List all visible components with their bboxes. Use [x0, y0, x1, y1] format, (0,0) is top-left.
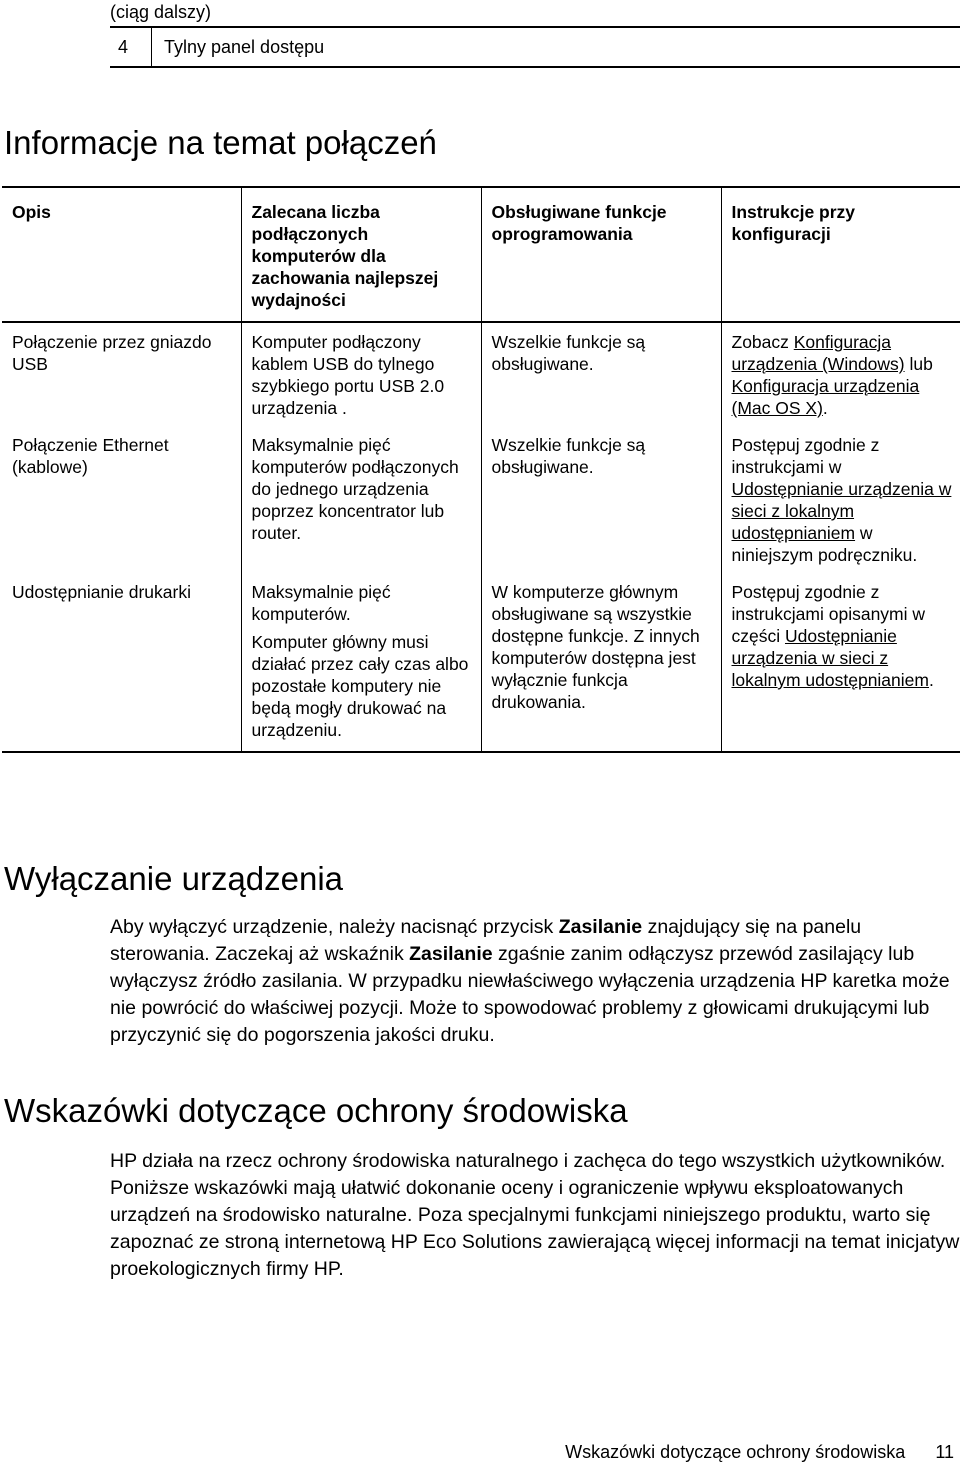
cell-description: Połączenie Ethernet (kablowe) [12, 435, 169, 477]
header-description: Opis [12, 202, 51, 222]
instr-text: . [928, 670, 934, 690]
link-network-sharing[interactable]: Udostępnianie urządzenia w sieci z lokalnym udostępnianiem [731, 479, 952, 543]
cell-recommended [241, 573, 481, 752]
header-instructions: Instrukcje przy konfiguracji [721, 187, 960, 322]
table-header-row [2, 187, 960, 322]
instr-text: Postępuj zgodnie z instrukcjami opisanymi w części [731, 582, 926, 646]
cell-instructions [721, 573, 960, 752]
cell-instructions [721, 426, 960, 573]
instr-text: Zobacz [731, 332, 794, 352]
instr-text: . [822, 398, 828, 418]
previous-table-row [110, 26, 960, 68]
cell-instructions [721, 322, 960, 426]
table-row [2, 573, 960, 752]
link-config-windows[interactable]: Konfiguracja urządzenia (Windows) [731, 332, 905, 374]
section-title-power-off: Wyłączanie urządzenia [4, 860, 344, 897]
table-row [2, 322, 960, 426]
page-number: 11 [935, 1442, 954, 1462]
row-text: Tylny panel dostępu [164, 36, 325, 57]
cell-description: Połączenie przez gniazdo USB [12, 332, 212, 374]
header-recommended: Zalecana liczba podłączonych komputerów dla zachowania najlepszej wydajności [241, 187, 481, 322]
cell-features: Wszelkie funkcje są obsługiwane. [481, 426, 721, 573]
recommended-paragraph: Maksymalnie pięć komputerów. [251, 582, 391, 624]
instr-text: lub [904, 354, 933, 374]
power-button-name: Zasilanie [558, 916, 643, 938]
cell-features: W komputerze głównym obsługiwane są wszystkie dostępne funkcje. Z innych komputerów dostępna jest wyłącznie funkcja drukowania. [481, 573, 721, 752]
recommended-paragraph: Komputer główny musi działać przez cały czas albo pozostałe komputery nie będą mogły drukować na urządzeniu. [251, 632, 469, 740]
link-config-mac[interactable]: Konfiguracja urządzenia (Mac OS X) [731, 376, 920, 418]
instr-text: w niniejszym podręczniku. [731, 523, 918, 565]
cell-description: Udostępnianie drukarki [12, 582, 191, 602]
power-indicator-name: Zasilanie [409, 943, 493, 965]
link-network-sharing[interactable]: Udostępnianie urządzenia w sieci z lokalnym udostępnianiem [731, 626, 929, 690]
power-off-paragraph [110, 914, 960, 1049]
text-run: Aby wyłączyć urządzenie, należy nacisnąć przycisk [110, 916, 559, 938]
text-run: zgaśnie zanim odłączysz przewód zasilający lub wyłączysz źródło zasilania. W przypadku niewłaściwego wyłączenia urządzenia HP karetka może nie powrócić do właściwej pozycji. Może to spowodować problemy z głowicami drukującymi lub przyczynić się do pogorszenia jakości druku. [110, 943, 950, 1046]
page-footer [565, 1442, 954, 1463]
footer-section-title: Wskazówki dotyczące ochrony środowiska [565, 1442, 906, 1462]
environment-paragraph: HP działa na rzecz ochrony środowiska naturalnego i zachęca do tego wszystkich użytkowników. Poniższe wskazówki mają ułatwić dokonanie oceny i ograniczenie wpływu eksploatowanych urządzeń na środowisko naturalne. Poza specjalnymi funkcjami niniejszego produktu, warto się zapoznać ze stroną internetową HP Eco Solutions zawierającą więcej informacji na temat inicjatyw proekologicznych firmy HP. [110, 1150, 960, 1280]
section-title-connections: Informacje na temat połączeń [4, 124, 437, 161]
table-row [2, 426, 960, 573]
cell-recommended: Maksymalnie pięć komputerów podłączonych do jednego urządzenia poprzez koncentrator lub router. [241, 426, 481, 573]
header-features: Obsługiwane funkcje oprogramowania [481, 187, 721, 322]
continued-label: (ciąg dalszy) [110, 2, 212, 22]
connections-table [2, 186, 960, 753]
text-run: znajdujący się na panelu sterowania. Zaczekaj aż wskaźnik [110, 916, 862, 965]
section-title-environment: Wskazówki dotyczące ochrony środowiska [4, 1092, 628, 1129]
row-number: 4 [110, 28, 152, 66]
instr-text: Postępuj zgodnie z instrukcjami w [731, 435, 880, 477]
cell-recommended: Komputer podłączony kablem USB do tylnego szybkiego portu USB 2.0 urządzenia . [241, 322, 481, 426]
cell-features: Wszelkie funkcje są obsługiwane. [481, 322, 721, 426]
